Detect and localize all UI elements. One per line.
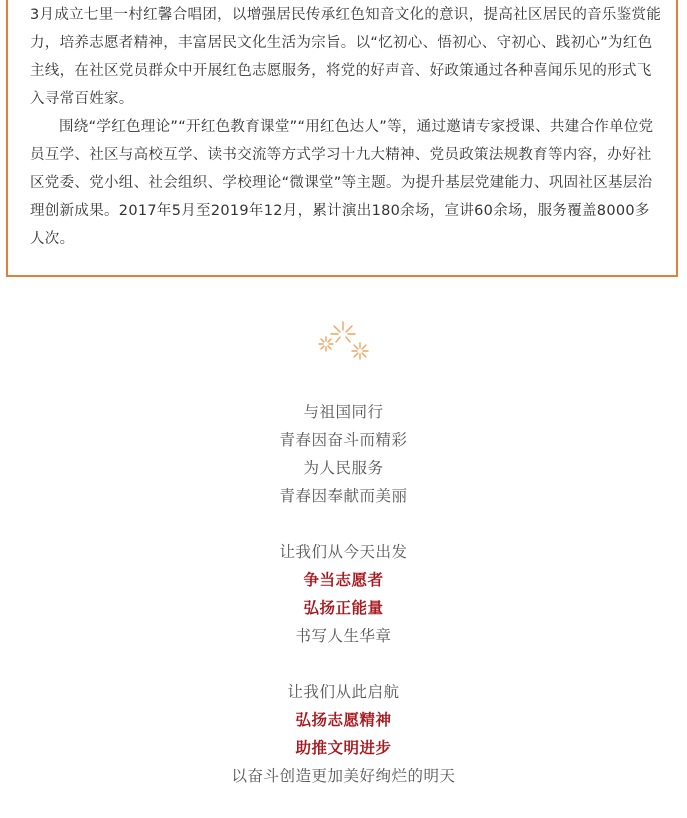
article-paragraph: 围绕“学红色理论”“开红色教育课堂”“用红色达人”等，通过邀请专家授课、共建合作单位党员互学、社区与高校互学、读书交流等方式学习十九大精神、党员政策法规教育等内容，办好社区党委、党小组、社会组织、学校理论“微课堂”等主题。为提升基层党建能力、巩固社区基层治理创新成果。2017年5月至2019年12月，累计演出180余场，宣讲60余场，服务覆盖8000多人次。 — [30, 119, 654, 247]
poem-highlight-line: 弘扬志愿精神 — [295, 711, 392, 729]
poem-line: 让我们从此启航 — [287, 683, 400, 701]
poem-line: 以奋斗创造更加美好绚烂的明天 — [231, 767, 456, 785]
article-box — [6, 0, 678, 277]
poem-highlight-line: 助推文明进步 — [295, 739, 392, 757]
poem-highlight-line: 弘扬正能量 — [303, 599, 384, 617]
poem-stanza — [0, 538, 687, 650]
poem-stanza — [0, 398, 687, 510]
article-paragraph: 3月成立七里一村红馨合唱团，以增强居民传承红色知音文化的意识，提高社区居民的音乐鉴赏能力，培养志愿者精神，丰富居民文化生活为宗旨。以“忆初心、悟初心、守初心、践初心”为红色主线，在社区党员群众中开展红色志愿服务，将党的好声音、好政策通过各种喜闻乐见的形式飞入寻常百姓家。 — [30, 7, 662, 107]
poem-line: 与祖国同行 — [303, 403, 384, 421]
poem — [0, 398, 687, 818]
poem-line: 青春因奉献而美丽 — [279, 487, 408, 505]
poem-line: 书写人生华章 — [295, 627, 392, 645]
poem-line: 青春因奋斗而精彩 — [279, 431, 408, 449]
poem-line: 让我们从今天出发 — [279, 543, 408, 561]
poem-line: 为人民服务 — [303, 459, 384, 477]
poem-stanza — [0, 678, 687, 790]
firework-burst-icon — [316, 318, 372, 364]
poem-highlight-line: 争当志愿者 — [303, 571, 384, 589]
